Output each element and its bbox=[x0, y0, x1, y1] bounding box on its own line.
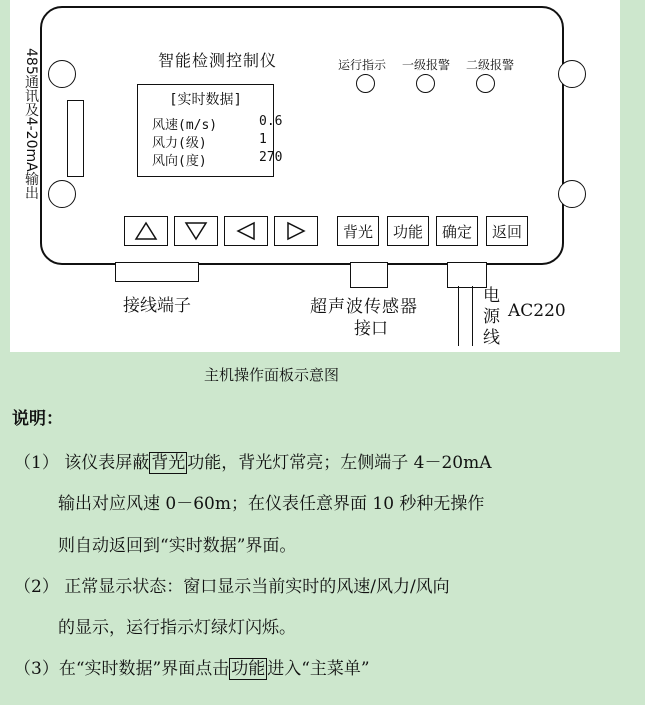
indicator-alarm2-label: 二级报警 bbox=[466, 58, 515, 72]
terminal-port bbox=[115, 262, 199, 282]
power-wire bbox=[472, 286, 473, 346]
lcd-label: 风力(级) bbox=[152, 136, 207, 151]
lcd-screen bbox=[137, 84, 283, 177]
lcd-value: 1 bbox=[259, 132, 267, 147]
indicator-alarm1-label: 一级报警 bbox=[402, 58, 451, 72]
note-1-line-3: 则自动返回到“实时数据”界面。 bbox=[58, 536, 297, 556]
left-terminal-block bbox=[67, 100, 84, 177]
confirm-key[interactable]: 确定 bbox=[436, 216, 478, 246]
left-key[interactable] bbox=[224, 216, 268, 246]
left-arrow-icon bbox=[234, 221, 258, 241]
up-key[interactable] bbox=[124, 216, 168, 246]
screw-hole-icon bbox=[558, 60, 586, 88]
terminal-label: 接线端子 bbox=[123, 296, 191, 316]
screw-hole-icon bbox=[48, 180, 76, 208]
note-1-line-1: （1） 该仪表屏蔽 背光 功能，背光灯常亮；左侧端子 4－20mA bbox=[14, 453, 492, 473]
panel-diagram bbox=[10, 0, 620, 352]
up-arrow-icon bbox=[134, 221, 158, 241]
down-key[interactable] bbox=[174, 216, 218, 246]
note-2-line-2: 的显示，运行指示灯绿灯闪烁。 bbox=[58, 618, 296, 638]
right-arrow-icon bbox=[284, 221, 308, 241]
screw-hole-icon bbox=[558, 180, 586, 208]
screw-hole-icon bbox=[48, 60, 76, 88]
lcd-row bbox=[152, 132, 277, 150]
ac-voltage-label: AC220 bbox=[508, 301, 566, 321]
lcd-value: 0.6 bbox=[259, 114, 283, 129]
device-title: 智能检测控制仪 bbox=[158, 51, 278, 70]
backlight-highlight: 背光 bbox=[151, 453, 186, 473]
alarm1-indicator-lamp bbox=[416, 74, 435, 93]
power-line-label: 电 源 线 bbox=[483, 286, 500, 348]
lcd-row bbox=[152, 114, 283, 133]
lcd-value: 270 bbox=[259, 150, 283, 165]
alarm2-indicator-lamp bbox=[476, 74, 495, 93]
figure-caption: 主机操作面板示意图 bbox=[204, 366, 340, 384]
lcd-label: 风向(度) bbox=[152, 154, 207, 169]
power-port bbox=[447, 262, 487, 288]
ultrasonic-label: 超声波传感器 bbox=[310, 297, 418, 317]
note-3-line-1: （3）在“实时数据”界面点击 功能 进入“主菜单” bbox=[14, 659, 370, 679]
function-highlight: 功能 bbox=[231, 659, 266, 679]
lcd-header: [实时数据] bbox=[169, 92, 242, 108]
backlight-key[interactable]: 背光 bbox=[337, 216, 379, 246]
right-key[interactable] bbox=[274, 216, 318, 246]
note-1-line-2: 输出对应风速 0－60m；在仪表任意界面 10 秒种无操作 bbox=[58, 494, 485, 514]
back-key[interactable]: 返回 bbox=[486, 216, 528, 246]
indicator-run-label: 运行指示 bbox=[338, 58, 387, 72]
note-2-line-1: （2） 正常显示状态：窗口显示当前实时的风速/风力/风向 bbox=[14, 577, 450, 597]
down-arrow-icon bbox=[184, 221, 208, 241]
ultrasonic-port bbox=[350, 262, 388, 288]
lcd-label: 风速(m/s) bbox=[152, 118, 218, 133]
ultrasonic-label-line2: 接口 bbox=[354, 319, 388, 339]
lcd-row bbox=[152, 150, 283, 169]
run-indicator-lamp bbox=[356, 74, 375, 93]
notes-heading: 说明： bbox=[12, 409, 63, 429]
power-wire bbox=[458, 286, 459, 346]
function-key[interactable]: 功能 bbox=[387, 216, 429, 246]
side-port-label: 485通讯及4-20mA输出 bbox=[23, 48, 39, 200]
